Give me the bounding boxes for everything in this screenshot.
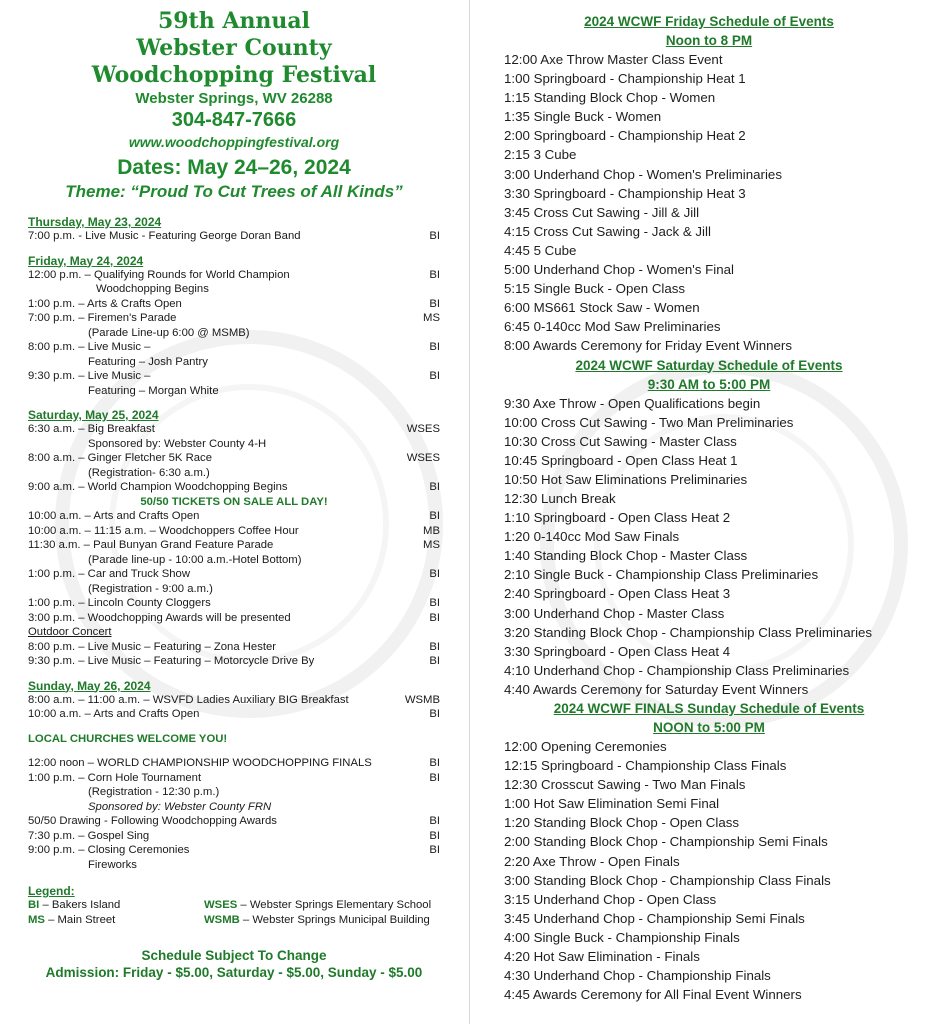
title-line-3: Woodchopping Festival <box>91 62 377 88</box>
location-code: MB <box>423 524 440 537</box>
schedule-event: 3:15 Underhand Chop - Open Class <box>504 891 717 907</box>
saturday-schedule-heading: 2024 WCWF Saturday Schedule of Events <box>575 357 843 373</box>
friday-schedule-hours: Noon to 8 PM <box>665 33 753 48</box>
right-column <box>504 12 914 1004</box>
event-row: 10:00 a.m. – 11:15 a.m. – Woodchoppers Coffee Hour MB <box>28 524 440 537</box>
event-detail: Woodchopping Begins <box>96 283 209 295</box>
event-row: 8:00 p.m. – Live Music – Featuring – Zona Hester BI <box>28 640 440 653</box>
location-code: BI <box>429 655 440 667</box>
saturday-schedule-hours: 9:30 AM to 5:00 PM <box>647 376 771 392</box>
location-code: BI <box>429 341 440 353</box>
location-code: BI <box>429 297 440 310</box>
schedule-event: 10:30 Cross Cut Sawing - Master Class <box>504 433 737 449</box>
legend-heading: Legend: <box>28 884 75 898</box>
location-code: BI <box>429 708 440 720</box>
schedule-event: 4:00 Single Buck - Championship Finals <box>504 929 740 945</box>
saturday-event-list <box>504 394 914 700</box>
event-row: 12:00 noon – WORLD CHAMPIONSHIP WOODCHOPPING FINALS BI <box>28 757 440 769</box>
event-row: 9:30 p.m. – Live Music – Featuring – Motorcycle Drive By BI <box>28 655 440 667</box>
sunday-schedule-hours: NOON to 5:00 PM <box>653 720 765 735</box>
schedule-event: 2:00 Springboard - Championship Heat 2 <box>504 128 746 144</box>
event-detail: (Parade Line-up 6:00 @ MSMB) <box>88 326 250 339</box>
location-code: BI <box>429 829 440 842</box>
schedule-event: 5:15 Single Buck - Open Class <box>504 281 686 297</box>
festival-dates: Dates: May 24–26, 2024 <box>117 156 351 179</box>
location-code: BI <box>429 844 440 856</box>
event-row: 9:00 p.m. – Closing Ceremonies BI <box>28 844 440 856</box>
schedule-event: 5:00 Underhand Chop - Women's Final <box>504 262 734 278</box>
schedule-event: 2:10 Single Buck - Championship Class Preliminaries <box>504 567 819 583</box>
event-row: 10:00 a.m. – Arts and Crafts Open BI <box>28 510 440 522</box>
event-row: 6:30 a.m. – Big Breakfast WSES <box>28 423 440 435</box>
schedule-event: 2:20 Axe Throw - Open Finals <box>504 853 680 869</box>
location-code: BI <box>429 771 440 784</box>
event-detail: Fireworks <box>88 858 137 871</box>
event-detail: Featuring – Morgan White <box>88 384 219 397</box>
schedule-change-note: Schedule Subject To Change <box>141 948 327 963</box>
schedule-event: 4:15 Cross Cut Sawing - Jack & Jill <box>504 223 711 239</box>
day-heading: Friday, May 24, 2024 <box>28 253 144 268</box>
sunday-event-list <box>504 737 914 1004</box>
event-detail: Featuring – Josh Pantry <box>88 355 208 368</box>
location-code: MS <box>423 312 440 324</box>
phone-number: 304-847-7666 <box>171 109 297 131</box>
title-line-2: Webster County <box>136 35 332 61</box>
sunday-schedule-heading: 2024 WCWF FINALS Sunday Schedule of Events <box>553 701 865 716</box>
location-code: BI <box>429 568 440 580</box>
location-code: BI <box>429 230 440 242</box>
schedule-event: 4:20 Hot Saw Elimination - Finals <box>504 949 700 965</box>
schedule-event: 4:45 5 Cube <box>504 242 577 258</box>
friday-event-list <box>504 50 914 356</box>
day-heading: Saturday, May 25, 2024 <box>28 408 159 422</box>
schedule-event: 4:40 Awards Ceremony for Saturday Event Winners <box>504 681 809 697</box>
schedule-event: 8:00 Awards Ceremony for Friday Event Winners <box>504 338 792 354</box>
schedule-event: 3:00 Underhand Chop - Women's Preliminaries <box>504 166 782 182</box>
event-row: 9:30 p.m. – Live Music – BI <box>28 370 440 382</box>
schedule-event: 9:30 Axe Throw - Open Qualifications begin <box>504 395 761 411</box>
event-row: 8:00 a.m. – Ginger Fletcher 5K Race WSES <box>28 452 440 464</box>
day-heading: Thursday, May 23, 2024 <box>28 215 162 229</box>
schedule-event: 1:40 Standing Block Chop - Master Class <box>504 548 748 564</box>
event-row: 8:00 a.m. – 11:00 a.m. – WSVFD Ladies Auxiliary BIG Breakfast WSMB <box>28 693 440 706</box>
location-code: BI <box>429 510 440 522</box>
schedule-event: 1:20 Standing Block Chop - Open Class <box>504 815 740 831</box>
schedule-event: 3:00 Standing Block Chop - Championship Class Finals <box>504 872 831 888</box>
title-line-1: 59th Annual <box>157 8 311 34</box>
schedule-event: 1:00 Hot Saw Elimination Semi Final <box>504 796 720 812</box>
website: www.woodchoppingfestival.org <box>128 134 340 150</box>
column-divider <box>469 0 470 1024</box>
event-row: 9:00 a.m. – World Champion Woodchopping Begins BI <box>28 481 440 493</box>
day-heading: Sunday, May 26, 2024 <box>28 678 151 693</box>
location-code: MS <box>423 539 440 551</box>
left-column <box>28 8 440 981</box>
location-code: BI <box>429 757 440 769</box>
schedule <box>28 215 440 872</box>
schedule-event: 12:30 Lunch Break <box>504 490 616 506</box>
event-row: 1:00 p.m. – Corn Hole Tournament BI <box>28 771 440 784</box>
admission-prices: Admission: Friday - $5.00, Saturday - $5.00, Sunday - $5.00 <box>45 965 423 980</box>
schedule-event: 3:30 Springboard - Championship Heat 3 <box>504 185 746 201</box>
location-code: BI <box>429 597 440 609</box>
location: Webster Springs, WV 26288 <box>135 90 333 107</box>
event-detail: (Parade line-up - 10:00 a.m.-Hotel Bottom) <box>88 553 302 566</box>
event-row: 7:00 p.m. – Firemen's Parade MS <box>28 312 440 324</box>
location-code: WSES <box>406 452 440 464</box>
schedule-event: 4:45 Awards Ceremony for All Final Event Winners <box>504 987 802 1003</box>
schedule-event: 12:30 Crosscut Sawing - Two Man Finals <box>504 777 746 793</box>
location-code: BI <box>429 611 440 624</box>
schedule-event: 3:30 Springboard - Open Class Heat 4 <box>504 643 731 659</box>
event-row: 1:00 p.m. – Lincoln County Cloggers BI <box>28 597 440 609</box>
schedule-event: 3:00 Underhand Chop - Master Class <box>504 605 725 621</box>
schedule-event: 3:20 Standing Block Chop - Championship Class Preliminaries <box>504 624 873 640</box>
event-row: 7:30 p.m. – Gospel Sing BI <box>28 829 440 842</box>
tickets-notice: 50/50 TICKETS ON SALE ALL DAY! <box>140 495 328 508</box>
event-row: 1:00 p.m. – Car and Truck Show BI <box>28 568 440 580</box>
legend-row: BI – Bakers Island WSES – Webster Springs Elementary School <box>28 899 432 911</box>
schedule-event: 3:45 Cross Cut Sawing - Jill & Jill <box>504 204 700 220</box>
event-row: 1:00 p.m. – Arts & Crafts Open BI <box>28 297 440 310</box>
schedule-event: 6:00 MS661 Stock Saw - Women <box>504 300 700 316</box>
event-row: 11:30 a.m. – Paul Bunyan Grand Feature Parade MS <box>28 539 440 551</box>
location-code: BI <box>429 640 440 653</box>
location-code: BI <box>429 370 440 382</box>
event-sponsor: Sponsored by: Webster County FRN <box>88 800 272 813</box>
schedule-event: 1:15 Standing Block Chop - Women <box>504 90 716 106</box>
outdoor-concert-label: Outdoor Concert <box>28 626 112 638</box>
schedule-event: 10:50 Hot Saw Eliminations Preliminaries <box>504 471 748 487</box>
legend-row: MS – Main Street WSMB – Webster Springs Municipal Building <box>28 913 430 926</box>
event-detail: (Registration - 12:30 p.m.) <box>88 786 220 798</box>
schedule-event: 2:15 3 Cube <box>504 147 577 163</box>
schedule-event: 1:10 Springboard - Open Class Heat 2 <box>504 510 731 526</box>
schedule-event: 2:00 Standing Block Chop - Championship Semi Finals <box>504 834 828 850</box>
event-row: 12:00 p.m. – Qualifying Rounds for World Champion BI <box>28 268 440 281</box>
friday-schedule-heading: 2024 WCWF Friday Schedule of Events <box>584 14 834 29</box>
legend <box>28 884 440 927</box>
schedule-event: 10:00 Cross Cut Sawing - Two Man Preliminaries <box>504 414 794 430</box>
event-row: 50/50 Drawing - Following Woodchopping Awards BI <box>28 815 440 827</box>
churches-notice: LOCAL CHURCHES WELCOME YOU! <box>28 732 228 745</box>
schedule-event: 4:30 Underhand Chop - Championship Finals <box>504 968 771 984</box>
schedule-event: 12:00 Axe Throw Master Class Event <box>504 52 723 67</box>
event-row: 7:00 p.m. - Live Music - Featuring George Doran Band BI <box>28 230 440 242</box>
schedule-event: 12:00 Opening Ceremonies <box>504 739 667 754</box>
event-detail: (Registration- 6:30 a.m.) <box>88 466 210 479</box>
event-row: 3:00 p.m. – Woodchopping Awards will be presented BI <box>28 611 440 624</box>
schedule-event: 4:10 Underhand Chop - Championship Class Preliminaries <box>504 662 850 678</box>
event-row: 8:00 p.m. – Live Music – BI <box>28 341 440 353</box>
schedule-event: 1:20 0-140cc Mod Saw Finals <box>504 529 680 545</box>
festival-theme: Theme: “Proud To Cut Trees of All Kinds” <box>65 182 403 201</box>
location-code: BI <box>429 268 440 281</box>
schedule-event: 1:00 Springboard - Championship Heat 1 <box>504 71 746 87</box>
schedule-event: 6:45 0-140cc Mod Saw Preliminaries <box>504 319 721 335</box>
event-detail: (Registration - 9:00 a.m.) <box>88 582 213 595</box>
location-code: BI <box>429 481 440 493</box>
schedule-event: 12:15 Springboard - Championship Class Finals <box>504 758 787 774</box>
festival-header <box>28 8 440 203</box>
schedule-event: 1:35 Single Buck - Women <box>504 109 662 125</box>
event-row: 10:00 a.m. – Arts and Crafts Open BI <box>28 708 440 720</box>
location-code: BI <box>429 815 440 827</box>
schedule-event: 3:45 Underhand Chop - Championship Semi Finals <box>504 910 805 926</box>
schedule-event: 2:40 Springboard - Open Class Heat 3 <box>504 586 731 602</box>
footer <box>28 947 440 981</box>
location-code: WSMB <box>404 693 440 706</box>
location-code: WSES <box>406 423 440 435</box>
event-detail: Sponsored by: Webster County 4-H <box>88 437 267 450</box>
schedule-event: 10:45 Springboard - Open Class Heat 1 <box>504 452 738 468</box>
